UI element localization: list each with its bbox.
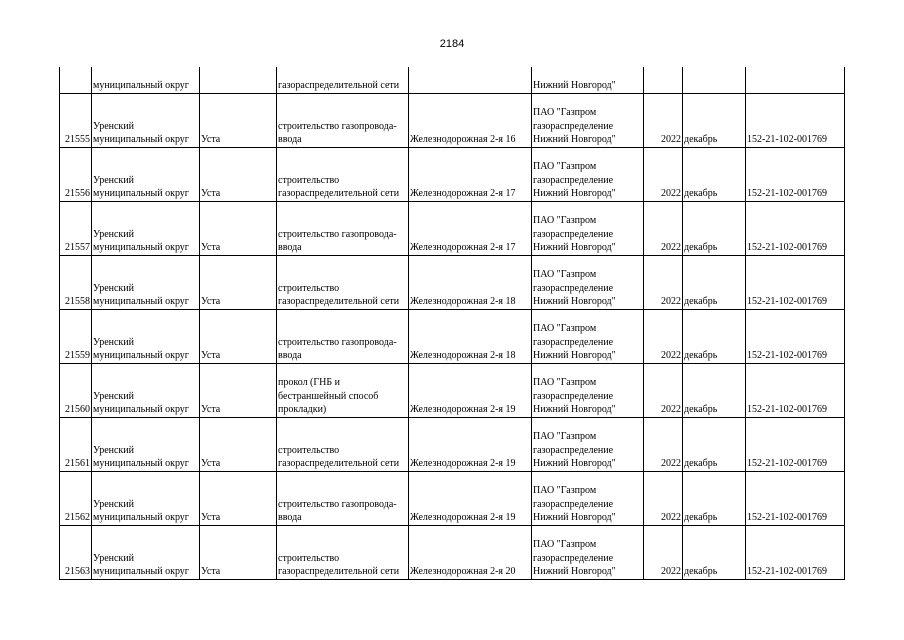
- cell-organization-line: газораспределение: [533, 120, 614, 132]
- cell-year: 2022: [644, 255, 683, 309]
- cell-year: 2022: [644, 471, 683, 525]
- cell-district-line: муниципальный округ: [93, 350, 189, 361]
- cell-month: декабрь: [683, 309, 746, 363]
- table-row: [60, 93, 845, 147]
- cell-organization-line: ПАО "Газпром: [533, 539, 597, 550]
- cell-year: 2022: [644, 363, 683, 417]
- cell-district-line: Уренский: [93, 498, 134, 510]
- cell-address: Железнодорожная 2-я 19: [409, 417, 532, 471]
- cell-work-type-line: строительство газопровода-: [278, 228, 397, 240]
- cell-work-type: [277, 363, 409, 417]
- cell-district-line: Уренский: [93, 120, 134, 132]
- cell-organization-line: Нижний Новгород": [533, 512, 616, 523]
- cell-organization: [532, 363, 644, 417]
- cell-code: 152-21-102-001769: [746, 471, 845, 525]
- cell-district: [92, 363, 200, 417]
- cell-settlement: [200, 67, 277, 93]
- cell-code: 152-21-102-001769: [746, 525, 845, 579]
- cell-settlement: Уста: [200, 309, 277, 363]
- cell-settlement: Уста: [200, 417, 277, 471]
- cell-code: 152-21-102-001769: [746, 147, 845, 201]
- cell-district: [92, 201, 200, 255]
- cell-address: Железнодорожная 2-я 18: [409, 309, 532, 363]
- cell-organization-line: ПАО "Газпром: [533, 215, 597, 226]
- cell-work-type: [277, 309, 409, 363]
- cell-work-type-line: строительство: [278, 282, 340, 294]
- cell-work-type-line: газораспределительной сети: [278, 188, 400, 199]
- cell-district-line: Уренский: [93, 390, 134, 402]
- cell-district: [92, 525, 200, 579]
- cell-district: [92, 147, 200, 201]
- cell-work-type-line: газораспределительной сети: [278, 566, 400, 577]
- cell-district: [92, 417, 200, 471]
- cell-district: муниципальный округ: [92, 67, 200, 93]
- cell-work-type: [277, 147, 409, 201]
- cell-organization-line: ПАО "Газпром: [533, 485, 597, 496]
- cell-district-line: муниципальный округ: [93, 188, 189, 199]
- cell-address: Железнодорожная 2-я 16: [409, 93, 532, 147]
- table-row: [60, 525, 845, 579]
- cell-organization: [532, 309, 644, 363]
- cell-number: 21560: [60, 363, 92, 417]
- table-row: [60, 471, 845, 525]
- cell-month: декабрь: [683, 255, 746, 309]
- cell-address: Железнодорожная 2-я 19: [409, 471, 532, 525]
- cell-month: декабрь: [683, 147, 746, 201]
- cell-number: 21556: [60, 147, 92, 201]
- cell-organization-line: газораспределение: [533, 174, 614, 186]
- cell-district-line: Уренский: [93, 336, 134, 348]
- table-row: [60, 255, 845, 309]
- cell-organization: [532, 471, 644, 525]
- cell-organization: [532, 255, 644, 309]
- cell-month: декабрь: [683, 201, 746, 255]
- cell-district-line: Уренский: [93, 552, 134, 564]
- cell-work-type-line: строительство: [278, 174, 340, 186]
- cell-year: 2022: [644, 417, 683, 471]
- cell-work-type-line: бестраншейный способ: [278, 390, 379, 402]
- cell-code: 152-21-102-001769: [746, 417, 845, 471]
- cell-code: 152-21-102-001769: [746, 93, 845, 147]
- cell-number: 21561: [60, 417, 92, 471]
- cell-work-type-line: газораспределительной сети: [278, 296, 400, 307]
- cell-address: Железнодорожная 2-я 17: [409, 147, 532, 201]
- cell-number: 21558: [60, 255, 92, 309]
- cell-month: декабрь: [683, 525, 746, 579]
- cell-number: 21557: [60, 201, 92, 255]
- cell-number: [60, 67, 92, 93]
- cell-district-line: Уренский: [93, 282, 134, 294]
- cell-district-line: муниципальный округ: [93, 458, 189, 469]
- cell-organization-line: ПАО "Газпром: [533, 269, 597, 280]
- cell-settlement: Уста: [200, 363, 277, 417]
- cell-organization-line: Нижний Новгород": [533, 188, 616, 199]
- cell-work-type: [277, 93, 409, 147]
- cell-organization: [532, 201, 644, 255]
- registry-table: [59, 67, 845, 580]
- cell-organization: Нижний Новгород": [532, 67, 644, 93]
- cell-settlement: Уста: [200, 471, 277, 525]
- table-row: [60, 67, 845, 93]
- cell-organization: [532, 147, 644, 201]
- cell-district-line: муниципальный округ: [93, 296, 189, 307]
- cell-settlement: Уста: [200, 201, 277, 255]
- cell-organization-line: ПАО "Газпром: [533, 161, 597, 172]
- cell-organization-line: газораспределение: [533, 390, 614, 402]
- cell-address: [409, 67, 532, 93]
- cell-work-type-line: ввода: [278, 134, 302, 145]
- cell-month: декабрь: [683, 93, 746, 147]
- cell-organization-line: газораспределение: [533, 228, 614, 240]
- cell-work-type-line: ввода: [278, 350, 302, 361]
- cell-organization-line: газораспределение: [533, 444, 614, 456]
- cell-year: 2022: [644, 201, 683, 255]
- cell-code: 152-21-102-001769: [746, 363, 845, 417]
- cell-month: [683, 67, 746, 93]
- cell-organization-line: газораспределение: [533, 282, 614, 294]
- cell-district: [92, 309, 200, 363]
- cell-year: 2022: [644, 525, 683, 579]
- table-row: [60, 363, 845, 417]
- cell-organization-line: Нижний Новгород": [533, 242, 616, 253]
- cell-work-type: [277, 417, 409, 471]
- cell-district-line: Уренский: [93, 228, 134, 240]
- cell-year: [644, 67, 683, 93]
- cell-district-line: муниципальный округ: [93, 242, 189, 253]
- cell-address: Железнодорожная 2-я 19: [409, 363, 532, 417]
- table-row: [60, 417, 845, 471]
- cell-code: 152-21-102-001769: [746, 201, 845, 255]
- cell-address: Железнодорожная 2-я 20: [409, 525, 532, 579]
- cell-organization-line: ПАО "Газпром: [533, 431, 597, 442]
- cell-district-line: муниципальный округ: [93, 134, 189, 145]
- cell-code: 152-21-102-001769: [746, 255, 845, 309]
- cell-work-type-line: строительство газопровода-: [278, 336, 397, 348]
- cell-work-type-line: строительство: [278, 552, 340, 564]
- cell-organization-line: Нижний Новгород": [533, 350, 616, 361]
- cell-district: [92, 471, 200, 525]
- cell-address: Железнодорожная 2-я 17: [409, 201, 532, 255]
- cell-organization: [532, 417, 644, 471]
- cell-work-type-line: строительство газопровода-: [278, 498, 397, 510]
- table-row: [60, 309, 845, 363]
- cell-organization-line: газораспределение: [533, 336, 614, 348]
- cell-settlement: Уста: [200, 525, 277, 579]
- cell-number: 21555: [60, 93, 92, 147]
- cell-organization-line: Нижний Новгород": [533, 134, 616, 145]
- cell-address: Железнодорожная 2-я 18: [409, 255, 532, 309]
- cell-month: декабрь: [683, 471, 746, 525]
- cell-number: 21563: [60, 525, 92, 579]
- cell-work-type-line: ввода: [278, 512, 302, 523]
- cell-organization-line: газораспределение: [533, 498, 614, 510]
- cell-year: 2022: [644, 147, 683, 201]
- cell-district-line: Уренский: [93, 174, 134, 186]
- cell-organization-line: Нижний Новгород": [533, 458, 616, 469]
- cell-organization: [532, 525, 644, 579]
- cell-work-type: [277, 471, 409, 525]
- cell-district-line: Уренский: [93, 444, 134, 456]
- cell-organization-line: Нижний Новгород": [533, 404, 616, 415]
- cell-settlement: Уста: [200, 255, 277, 309]
- cell-settlement: Уста: [200, 93, 277, 147]
- cell-number: 21559: [60, 309, 92, 363]
- cell-work-type-line: ввода: [278, 242, 302, 253]
- cell-organization-line: Нижний Новгород": [533, 296, 616, 307]
- cell-work-type-line: прокладки): [278, 404, 327, 415]
- cell-work-type-line: газораспределительной сети: [278, 458, 400, 469]
- cell-work-type: [277, 525, 409, 579]
- cell-organization-line: Нижний Новгород": [533, 566, 616, 577]
- page-number: 2184: [439, 38, 465, 50]
- cell-settlement: Уста: [200, 147, 277, 201]
- cell-work-type: [277, 201, 409, 255]
- cell-district-line: муниципальный округ: [93, 512, 189, 523]
- cell-code: 152-21-102-001769: [746, 309, 845, 363]
- table-row: [60, 201, 845, 255]
- cell-work-type-line: строительство: [278, 444, 340, 456]
- cell-work-type-line: прокол (ГНБ и: [278, 377, 340, 388]
- cell-number: 21562: [60, 471, 92, 525]
- cell-year: 2022: [644, 309, 683, 363]
- cell-work-type: [277, 255, 409, 309]
- cell-organization-line: газораспределение: [533, 552, 614, 564]
- cell-month: декабрь: [683, 363, 746, 417]
- cell-code: [746, 67, 845, 93]
- cell-work-type: газораспределительной сети: [277, 67, 409, 93]
- cell-district: [92, 93, 200, 147]
- cell-district-line: муниципальный округ: [93, 404, 189, 415]
- cell-organization-line: ПАО "Газпром: [533, 107, 597, 118]
- cell-month: декабрь: [683, 417, 746, 471]
- cell-organization-line: ПАО "Газпром: [533, 323, 597, 334]
- cell-district: [92, 255, 200, 309]
- cell-year: 2022: [644, 93, 683, 147]
- cell-organization: [532, 93, 644, 147]
- cell-organization-line: ПАО "Газпром: [533, 377, 597, 388]
- cell-work-type-line: строительство газопровода-: [278, 120, 397, 132]
- table-row: [60, 147, 845, 201]
- cell-district-line: муниципальный округ: [93, 566, 189, 577]
